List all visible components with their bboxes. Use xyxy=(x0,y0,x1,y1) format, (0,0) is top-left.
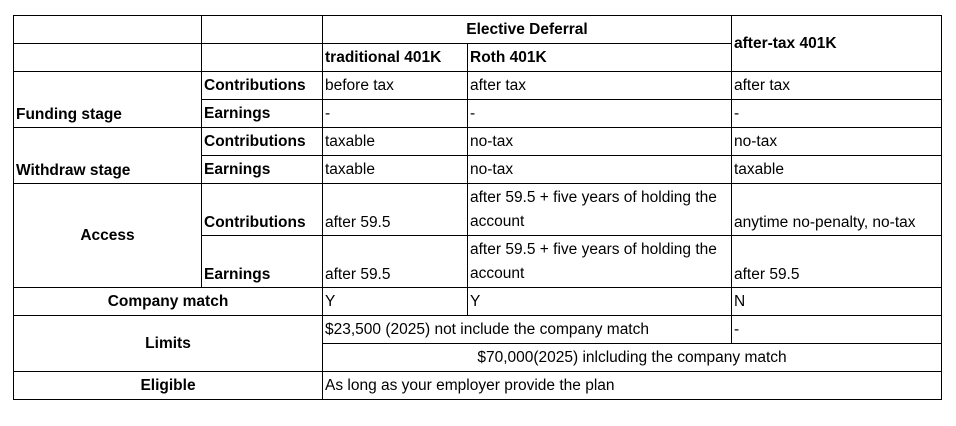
table-cell: after 59.5 xyxy=(323,236,468,288)
row-label: Contributions xyxy=(202,72,323,100)
table-row xyxy=(14,316,942,344)
table-cell: - xyxy=(323,100,468,128)
access-label: Access xyxy=(14,184,202,288)
table-cell: Y xyxy=(323,288,468,316)
table-cell: no-tax xyxy=(732,128,942,156)
empty-corner-cell xyxy=(14,44,202,72)
row-label: Contributions xyxy=(202,184,323,236)
traditional-401k-header: traditional 401K xyxy=(323,44,468,72)
table-cell: taxable xyxy=(323,128,468,156)
empty-header-cell xyxy=(202,16,323,44)
table-cell: - xyxy=(468,100,732,128)
table-row xyxy=(14,128,942,156)
table-cell: $70,000(2025) inlcluding the company match xyxy=(323,344,942,372)
table-cell: after 59.5 xyxy=(732,236,942,288)
table-cell: N xyxy=(732,288,942,316)
table-cell: - xyxy=(732,100,942,128)
table-cell: no-tax xyxy=(468,128,732,156)
table-cell: anytime no-penalty, no-tax xyxy=(732,184,942,236)
eligible-label: Eligible xyxy=(14,372,323,400)
empty-corner-cell xyxy=(14,16,202,44)
comparison-table xyxy=(13,15,942,400)
table-row xyxy=(14,372,942,400)
header-row-1 xyxy=(14,16,942,44)
company-match-label: Company match xyxy=(14,288,323,316)
table-cell: $23,500 (2025) not include the company match xyxy=(323,316,732,344)
table-cell: Y xyxy=(468,288,732,316)
table-cell: taxable xyxy=(323,156,468,184)
roth-401k-header: Roth 401K xyxy=(468,44,732,72)
table-cell: after 59.5 + five years of holding the account xyxy=(468,184,732,236)
table-cell: - xyxy=(732,316,942,344)
funding-stage-label: Funding stage xyxy=(14,72,202,128)
after-tax-401k-header: after-tax 401K xyxy=(732,16,942,72)
row-label: Earnings xyxy=(202,100,323,128)
table-row xyxy=(14,184,942,236)
row-label: Contributions xyxy=(202,128,323,156)
limits-label: Limits xyxy=(14,316,323,372)
table-cell: after 59.5 + five years of holding the account xyxy=(468,236,732,288)
table-cell: As long as your employer provide the plan xyxy=(323,372,942,400)
table-row xyxy=(14,72,942,100)
table-cell: after 59.5 xyxy=(323,184,468,236)
table-row xyxy=(14,288,942,316)
table-cell: after tax xyxy=(468,72,732,100)
table-cell: no-tax xyxy=(468,156,732,184)
elective-deferral-header: Elective Deferral xyxy=(323,16,732,44)
empty-header-cell xyxy=(202,44,323,72)
table-cell: before tax xyxy=(323,72,468,100)
table-cell: taxable xyxy=(732,156,942,184)
withdraw-stage-label: Withdraw stage xyxy=(14,128,202,184)
table-cell: after tax xyxy=(732,72,942,100)
row-label: Earnings xyxy=(202,156,323,184)
row-label: Earnings xyxy=(202,236,323,288)
